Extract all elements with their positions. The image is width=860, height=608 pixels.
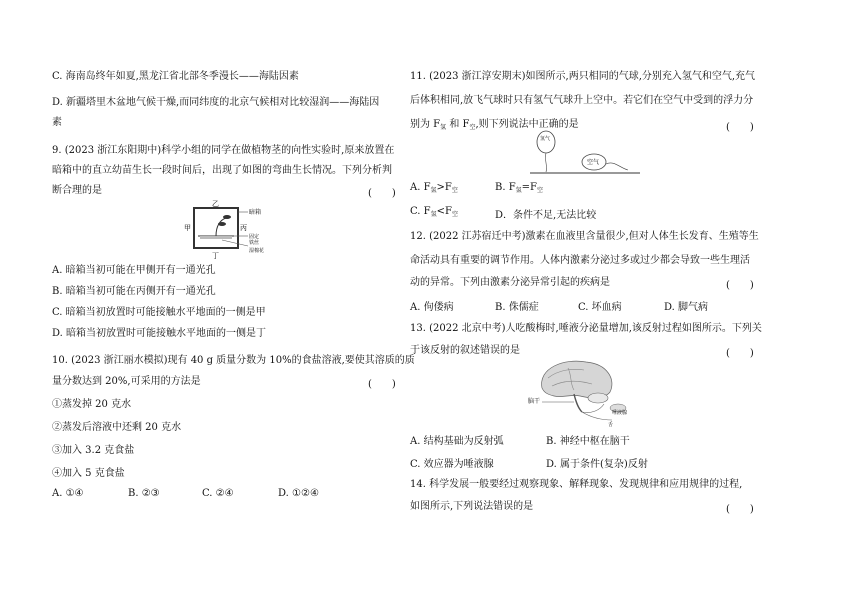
- q9-stem-line2: 暗箱中的直立幼苗生长一段时间后，出现了如图的弯曲生长情况。下列分析判: [52, 165, 392, 176]
- q11-stem-line1: 11. (2023 浙江淳安期末)如图所示,两只相同的气球,分别充入氢气和空气,充气: [410, 71, 756, 82]
- fig-label-hydrogen: 氢气: [540, 136, 551, 142]
- q10-stem-line2: 量分数达到 20%,可采用的方法是: [52, 376, 201, 387]
- q11-option-a[interactable]: A. $F_氢>F_空$: [410, 182, 458, 194]
- fig-label-yi: 乙: [212, 200, 219, 208]
- q12-option-b[interactable]: B. 侏儒症: [495, 302, 539, 313]
- q9-answer-blank[interactable]: ( ): [368, 188, 396, 199]
- q9-stem-line3: 断合理的是: [52, 185, 102, 196]
- option-d-prev-line1: D. 新疆塔里木盆地气候干燥,而同纬度的北京气候相对比较湿润——海陆因: [52, 97, 380, 108]
- q11-answer-blank[interactable]: ( ): [726, 122, 754, 133]
- q12-option-c[interactable]: C. 坏血病: [578, 302, 622, 313]
- q13-option-a[interactable]: A. 结构基础为反射弧: [410, 436, 504, 447]
- q10-item-4: ④加入 5 克食盐: [52, 468, 125, 479]
- fig-label-cotton: 湿棉花: [249, 248, 265, 254]
- q10-item-3: ③加入 3.2 克食盐: [52, 445, 135, 456]
- q12-option-d[interactable]: D. 脚气病: [664, 302, 709, 313]
- q9-option-b[interactable]: B. 暗箱当初可能在丙侧开有一通光孔: [52, 286, 216, 297]
- q11-option-b[interactable]: B. $F_氢=F_空$: [495, 182, 544, 194]
- q12-stem-line2: 命活动具有重要的调节作用。人体内激素分泌过多或过少都会导致一些生理活: [410, 255, 750, 266]
- q12-stem-line1: 12. (2022 江苏宿迁中考)激素在血液里含量很少,但对人体生长发育、生殖等生: [410, 231, 759, 242]
- q14-stem-line1: 14. 科学发展一般要经过观察现象、解释现象、发现规律和应用规律的过程,: [410, 479, 743, 490]
- q13-option-b[interactable]: B. 神经中枢在脑干: [546, 436, 630, 447]
- fig-label-fixed2: 铁丝: [249, 240, 260, 246]
- fig-label-air: 空气: [587, 159, 600, 166]
- q13-stem-line2: 于该反射的叙述错误的是: [410, 345, 520, 356]
- q10-option-d[interactable]: D. ①②④: [278, 488, 319, 499]
- q10-item-1: ①蒸发掉 20 克水: [52, 399, 132, 410]
- fig-label-saliva: 唾液腺: [612, 410, 628, 416]
- q13-option-d[interactable]: D. 属于条件(复杂)反射: [546, 459, 648, 470]
- q9-stem-line1: 9. (2023 浙江东阳期中)科学小组的同学在做植物茎的向性实验时,原来放置在: [52, 145, 395, 156]
- q11-balloon-figure: [530, 130, 640, 178]
- q9-option-d[interactable]: D. 暗箱当初放置时可能接触水平地面的一侧是丁: [52, 328, 267, 339]
- q10-answer-blank[interactable]: ( ): [368, 379, 396, 390]
- q12-answer-blank[interactable]: ( ): [726, 280, 754, 291]
- fig-label-bing: 丙: [240, 224, 247, 232]
- q10-item-2: ②蒸发后溶液中还剩 20 克水: [52, 422, 182, 433]
- q10-option-a[interactable]: A. ①④: [52, 488, 84, 499]
- q9-seedling-figure: [182, 200, 302, 262]
- q11-option-d[interactable]: D．条件不足,无法比较: [495, 210, 597, 221]
- q10-option-b[interactable]: B. ②③: [128, 488, 160, 499]
- fig-label-brainstem: 脑干: [528, 398, 541, 405]
- q9-option-c[interactable]: C. 暗箱当初放置时可能接触水平地面的一侧是甲: [52, 307, 266, 318]
- q10-option-c[interactable]: C. ②④: [202, 488, 234, 499]
- fig-label-tongue: 舌: [608, 422, 614, 428]
- q11-option-c[interactable]: C. $F_氢<F_空$: [410, 206, 458, 218]
- fig-label-box: 暗箱: [249, 209, 262, 216]
- fig-label-fixed1: 固定: [249, 234, 260, 240]
- q13-option-c[interactable]: C. 效应器为唾液腺: [410, 459, 494, 470]
- option-c-prev: C. 海南岛终年如夏,黑龙江省北部冬季漫长——海陆因素: [52, 71, 299, 82]
- q14-answer-blank[interactable]: ( ): [726, 504, 754, 515]
- q12-stem-line3: 动的异常。下列由激素分泌异常引起的疾病是: [410, 277, 610, 288]
- q9-option-a[interactable]: A. 暗箱当初可能在甲侧开有一通光孔: [52, 265, 216, 276]
- fig-label-jia: 甲: [184, 224, 191, 232]
- q14-stem-line2: 如图所示,下列说法错误的是: [410, 501, 534, 512]
- q13-reflex-figure: [528, 356, 638, 428]
- q13-stem-line1: 13. (2022 北京中考)人吃酸梅时,唾液分泌量增加,该反射过程如图所示。下列关: [410, 323, 762, 334]
- q12-option-a[interactable]: A. 佝偻病: [410, 302, 454, 313]
- option-d-prev-line2: 素: [52, 117, 62, 128]
- q11-stem-line2: 后体积相同,放飞气球时只有氢气气球升上空中。若它们在空气中受到的浮力分: [410, 95, 754, 106]
- q10-stem-line1: 10. (2023 浙江丽水模拟)现有 40 g 质量分数为 10%的食盐溶液,要使其溶质的质: [52, 355, 415, 366]
- q13-answer-blank[interactable]: ( ): [726, 348, 754, 359]
- q11-stem-line3: 别为 $F_氢$ 和 $F_空$,则下列说法中正确的是: [410, 119, 579, 131]
- fig-label-ding: 丁: [212, 252, 219, 260]
